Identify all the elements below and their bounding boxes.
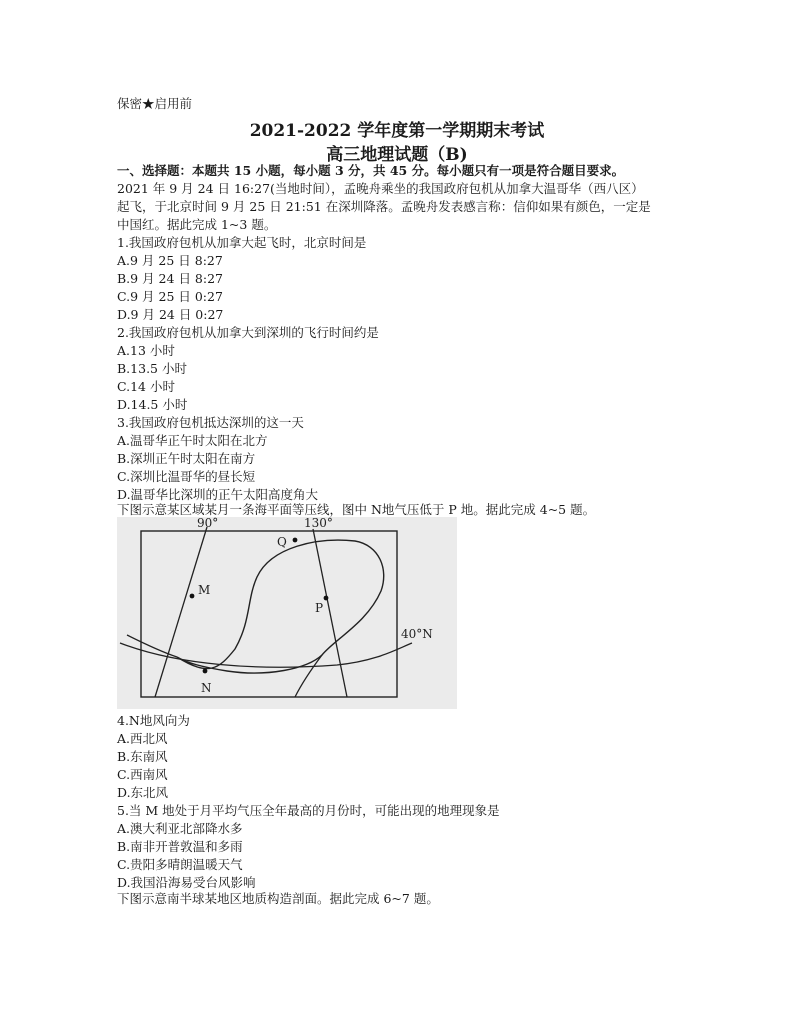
option-b: B.南非开普敦温和多雨 (117, 839, 243, 854)
option-d: D.9 月 24 日 0:27 (117, 307, 224, 322)
option-a: A.澳大利亚北部降水多 (117, 821, 243, 836)
point-m-dot (190, 594, 195, 599)
option-a: A.9 月 25 日 8:27 (117, 253, 223, 268)
exam-subtitle: 高三地理试题（B) (326, 145, 468, 165)
label-130: 130° (304, 517, 333, 530)
confidential-mark: 保密★启用前 (117, 96, 193, 111)
option-c: C.9 月 25 日 0:27 (117, 289, 223, 304)
option-a: A.西北风 (117, 731, 168, 746)
label-m: M (198, 583, 211, 597)
option-a: A.温哥华正午时太阳在北方 (117, 433, 268, 448)
geology-intro: 下图示意南半球某地区地质构造剖面。据此完成 6~7 题。 (117, 891, 439, 906)
intro-line-1: 2021 年 9 月 24 日 16:27(当地时间），孟晚舟乘坐的我国政府包机从加拿大温哥华（西八区） (117, 181, 644, 196)
question-stem: 1.我国政府包机从加拿大起飞时，北京时间是 (117, 235, 367, 250)
question-stem: 3.我国政府包机抵达深圳的这一天 (117, 415, 304, 430)
option-c: C.贵阳多晴朗温暖天气 (117, 857, 243, 872)
option-d: D.东北风 (117, 785, 169, 800)
label-40n: 40°N (401, 627, 433, 641)
isobar-map (117, 517, 457, 709)
question-stem: 5.当 M 地处于月平均气压全年最高的月份时，可能出现的地理现象是 (117, 803, 500, 818)
point-p-dot (324, 596, 329, 601)
option-d: D.温哥华比深圳的正午太阳高度角大 (117, 487, 319, 502)
point-q-dot (293, 538, 298, 543)
exam-title: 2021-2022 学年度第一学期期末考试 (249, 121, 545, 141)
label-q: Q (277, 535, 287, 549)
point-n-dot (203, 669, 208, 674)
option-c: C.深圳比温哥华的昼长短 (117, 469, 256, 484)
label-p: P (315, 601, 324, 615)
option-d: D.14.5 小时 (117, 397, 188, 412)
section-heading: 一、选择题：本题共 15 小题，每小题 3 分，共 45 分。每小题只有一项是符合题目要求。 (117, 163, 625, 178)
option-a: A.13 小时 (117, 343, 175, 358)
option-b: B.13.5 小时 (117, 361, 187, 376)
map-intro: 下图示意某区域某月一条海平面等压线，图中 N地气压低于 P 地。据此完成 4~5 题。 (117, 502, 596, 517)
intro-line-2: 起飞，于北京时间 9 月 25 日 21:51 在深圳降落。孟晚舟发表感言称：信仰如果有颜色，一定是 (117, 199, 651, 214)
question-stem: 2.我国政府包机从加拿大到深圳的飞行时间约是 (117, 325, 379, 340)
label-90: 90° (197, 517, 219, 530)
option-b: B.9 月 24 日 8:27 (117, 271, 223, 286)
option-c: C.14 小时 (117, 379, 175, 394)
isobar-map-figure (117, 517, 457, 709)
option-c: C.西南风 (117, 767, 168, 782)
option-b: B.深圳正午时太阳在南方 (117, 451, 256, 466)
question-stem: 4.N地风向为 (117, 713, 190, 728)
option-d: D.我国沿海易受台风影响 (117, 875, 256, 890)
label-n: N (201, 681, 212, 695)
option-b: B.东南风 (117, 749, 168, 764)
intro-line-3: 中国红。据此完成 1~3 题。 (117, 217, 277, 232)
